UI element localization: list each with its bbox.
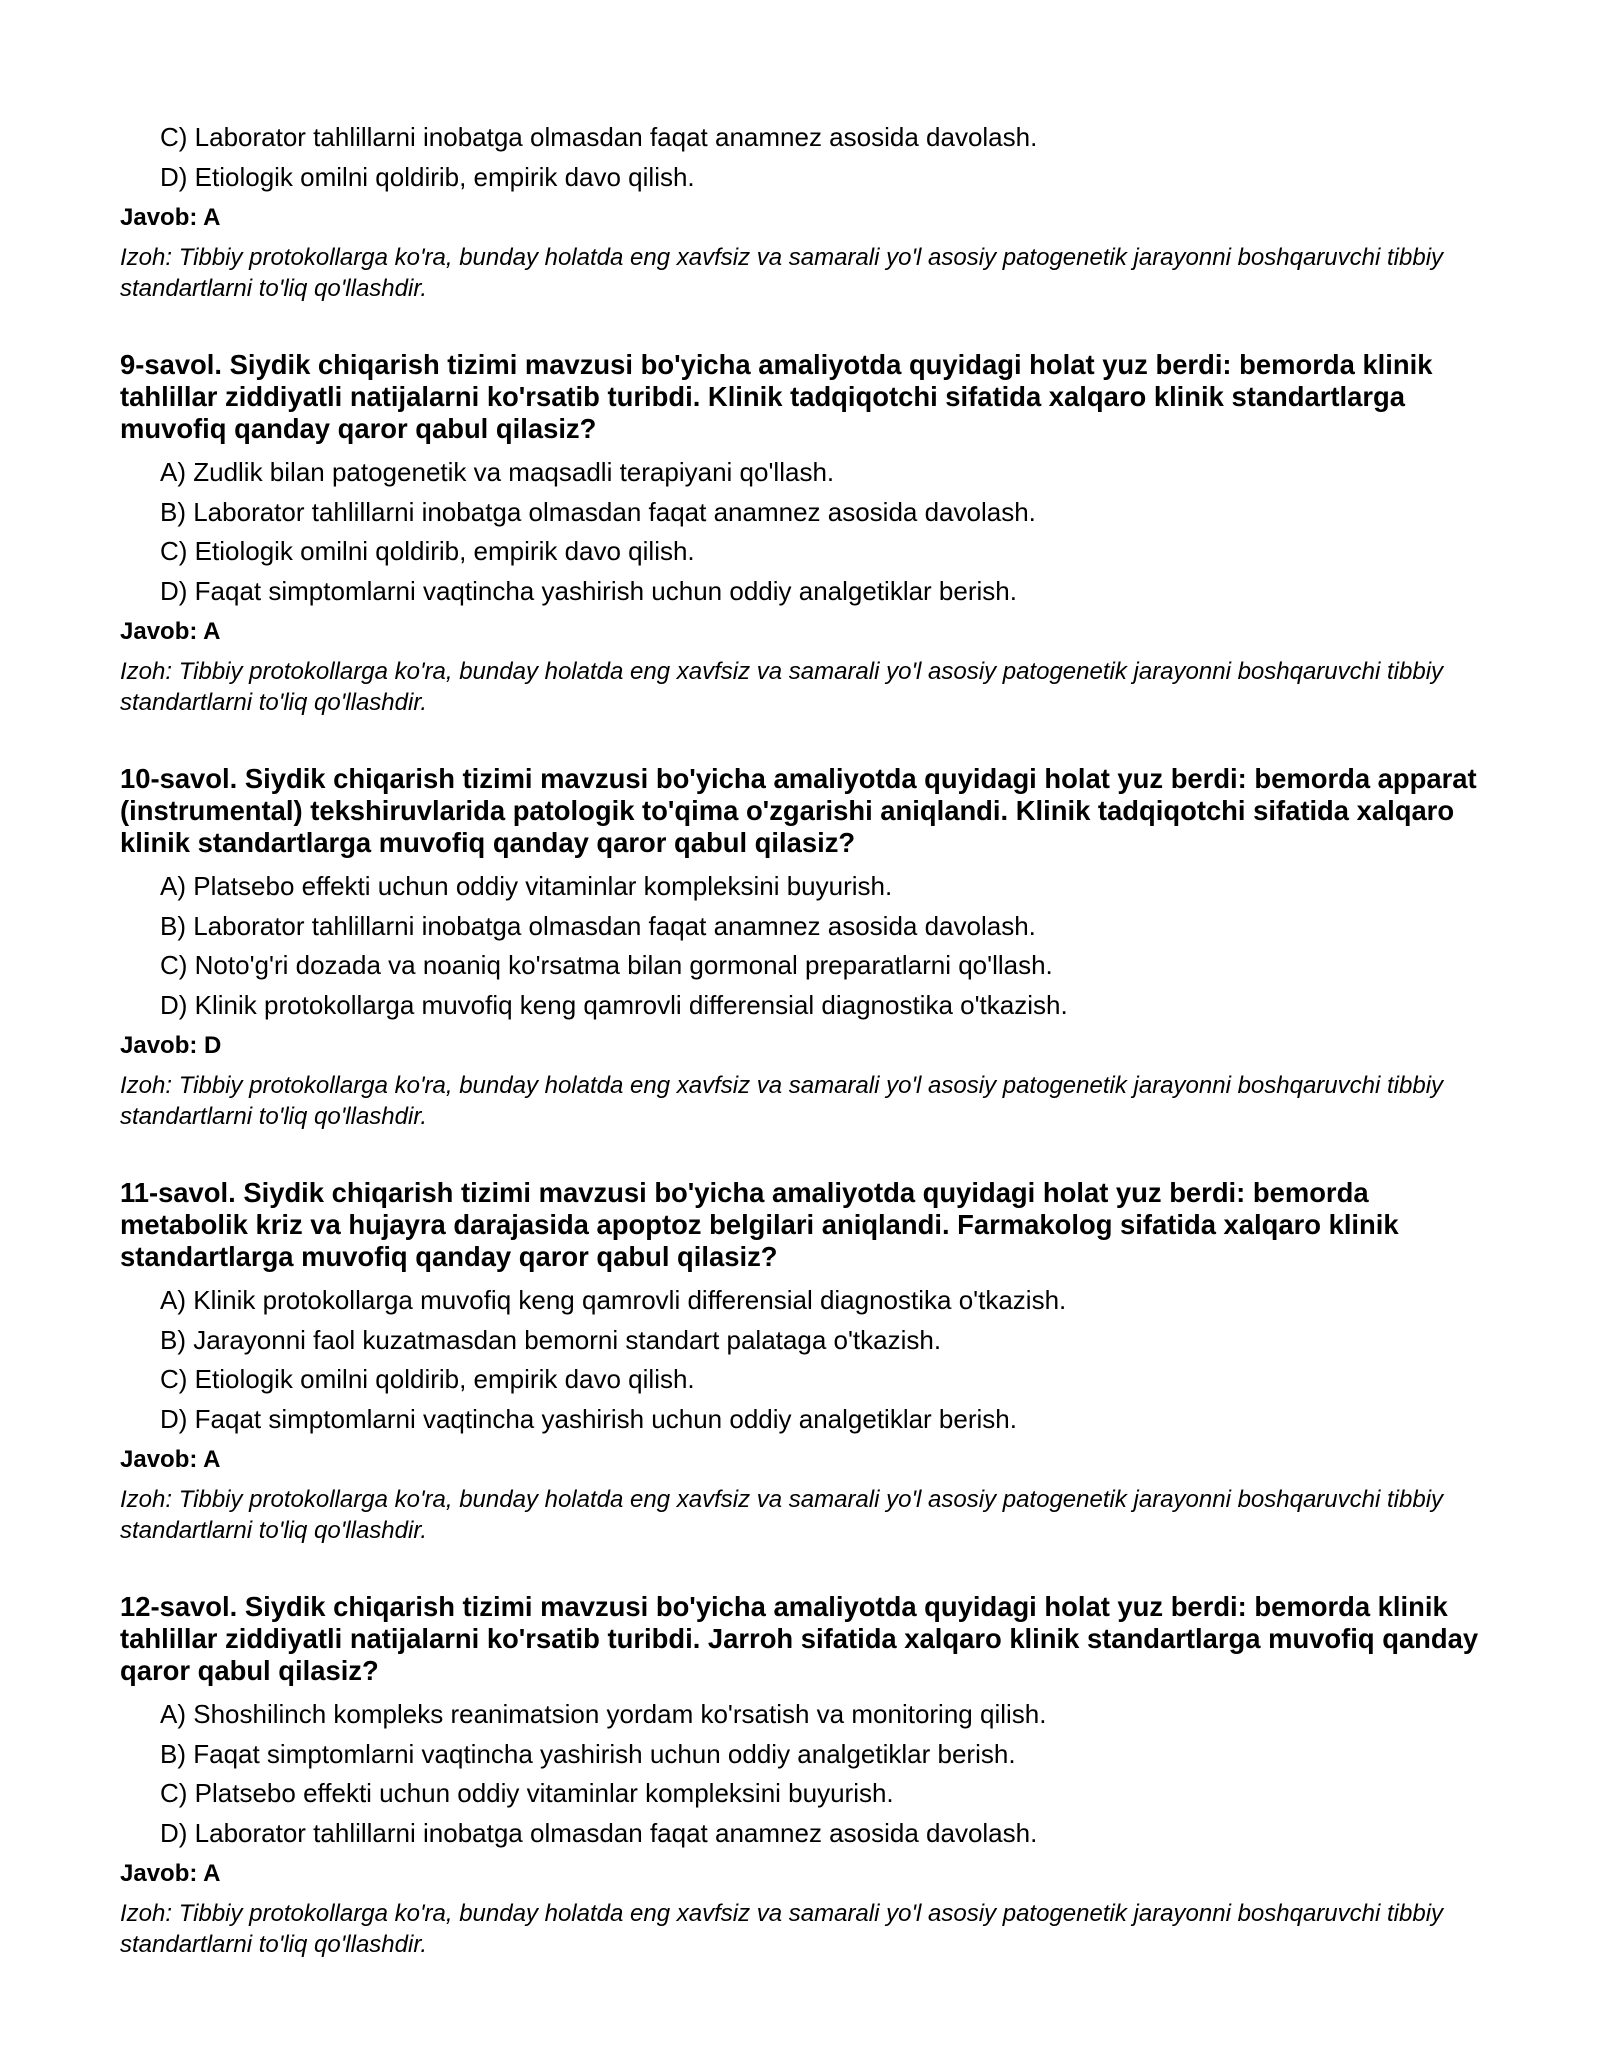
option-a: A) Platsebo effekti uchun oddiy vitaminlar kompleksini buyurish.	[160, 871, 893, 901]
question-title: 11-savol. Siydik chiqarish tizimi mavzusi bo'yicha amaliyotda quyidagi holat yuz berdi: bemorda metabolik kriz va hujayra darajasida apoptoz belgilari aniqlandi. Farmakolog sifatida xalqaro klinik standartlarga muvofiq qanday qaror qabul qilasiz?	[120, 1177, 1399, 1272]
option-c: C) Etiologik omilni qoldirib, empirik davo qilish.	[160, 1364, 695, 1394]
answer-label: Javob: D	[120, 1032, 222, 1059]
option-b: B) Laborator tahlillarni inobatga olmasdan faqat anamnez asosida davolash.	[160, 496, 1036, 527]
option-d: D) Faqat simptomlarni vaqtincha yashirish uchun oddiy analgetiklar berish.	[160, 575, 1017, 606]
option-c: C) Platsebo effekti uchun oddiy vitaminlar kompleksini buyurish.	[160, 1778, 894, 1808]
explanation-note: Izoh: Tibbiy protokollarga ko'ra, bunday holatda eng xavfsiz va samarali yo'l asosiy patogenetik jarayonni boshqaruvchi tibbiy standartlarni to'liq qo'llashdir.	[120, 244, 1444, 302]
option-c: C) Noto'g'ri dozada va noaniq ko'rsatma bilan gormonal preparatlarni qo'llash.	[160, 950, 1053, 980]
option-c: C) Laborator tahlillarni inobatga olmasdan faqat anamnez asosida davolash.	[160, 122, 1038, 152]
option-d: D) Laborator tahlillarni inobatga olmasdan faqat anamnez asosida davolash.	[160, 1817, 1038, 1848]
option-c: C) Etiologik omilni qoldirib, empirik davo qilish.	[160, 536, 695, 566]
option-a: A) Klinik protokollarga muvofiq keng qamrovli differensial diagnostika o'tkazish.	[160, 1285, 1067, 1315]
document-page	[120, 118, 1490, 1960]
question-block-9	[120, 349, 1490, 718]
question-title: 9-savol. Siydik chiqarish tizimi mavzusi bo'yicha amaliyotda quyidagi holat yuz berdi: bemorda klinik tahlillar ziddiyatli natijalarni ko'rsatib turibdi. Klinik tadqiqotchi sifatida xalqaro klinik standartlarga muvofiq qanday qaror qabul qilasiz?	[120, 349, 1433, 444]
question-block-11	[120, 1177, 1490, 1546]
intro-block	[120, 118, 1490, 304]
option-d: D) Faqat simptomlarni vaqtincha yashirish uchun oddiy analgetiklar berish.	[160, 1403, 1017, 1434]
question-block-12	[120, 1591, 1490, 1960]
option-d: D) Klinik protokollarga muvofiq keng qamrovli differensial diagnostika o'tkazish.	[160, 989, 1068, 1020]
option-b: B) Laborator tahlillarni inobatga olmasdan faqat anamnez asosida davolash.	[160, 910, 1036, 941]
answer-label: Javob: A	[120, 204, 221, 231]
answer-label: Javob: A	[120, 1860, 221, 1887]
question-title: 12-savol. Siydik chiqarish tizimi mavzusi bo'yicha amaliyotda quyidagi holat yuz berdi: bemorda klinik tahlillar ziddiyatli natijalarni ko'rsatib turibdi. Jarroh sifatida xalqaro klinik standartlarga muvofiq qanday qaror qabul qilasiz?	[120, 1591, 1479, 1686]
option-a: A) Zudlik bilan patogenetik va maqsadli terapiyani qo'llash.	[160, 457, 835, 487]
explanation-note: Izoh: Tibbiy protokollarga ko'ra, bunday holatda eng xavfsiz va samarali yo'l asosiy patogenetik jarayonni boshqaruvchi tibbiy standartlarni to'liq qo'llashdir.	[120, 1486, 1444, 1544]
answer-label: Javob: A	[120, 1446, 221, 1473]
answer-label: Javob: A	[120, 618, 221, 645]
question-title: 10-savol. Siydik chiqarish tizimi mavzusi bo'yicha amaliyotda quyidagi holat yuz berdi: bemorda apparat (instrumental) tekshiruvlarida patologik to'qima o'zgarishi aniqlandi. Klinik tadqiqotchi sifatida xalqaro klinik standartlarga muvofiq qanday qaror qabul qilasiz?	[120, 763, 1477, 858]
explanation-note: Izoh: Tibbiy protokollarga ko'ra, bunday holatda eng xavfsiz va samarali yo'l asosiy patogenetik jarayonni boshqaruvchi tibbiy standartlarni to'liq qo'llashdir.	[120, 1072, 1444, 1130]
explanation-note: Izoh: Tibbiy protokollarga ko'ra, bunday holatda eng xavfsiz va samarali yo'l asosiy patogenetik jarayonni boshqaruvchi tibbiy standartlarni to'liq qo'llashdir.	[120, 1900, 1444, 1958]
option-a: A) Shoshilinch kompleks reanimatsion yordam ko'rsatish va monitoring qilish.	[160, 1699, 1047, 1729]
option-d: D) Etiologik omilni qoldirib, empirik davo qilish.	[160, 161, 695, 192]
option-b: B) Jarayonni faol kuzatmasdan bemorni standart palataga o'tkazish.	[160, 1324, 942, 1355]
question-block-10	[120, 763, 1490, 1132]
explanation-note: Izoh: Tibbiy protokollarga ko'ra, bunday holatda eng xavfsiz va samarali yo'l asosiy patogenetik jarayonni boshqaruvchi tibbiy standartlarni to'liq qo'llashdir.	[120, 658, 1444, 716]
option-b: B) Faqat simptomlarni vaqtincha yashirish uchun oddiy analgetiklar berish.	[160, 1738, 1016, 1769]
